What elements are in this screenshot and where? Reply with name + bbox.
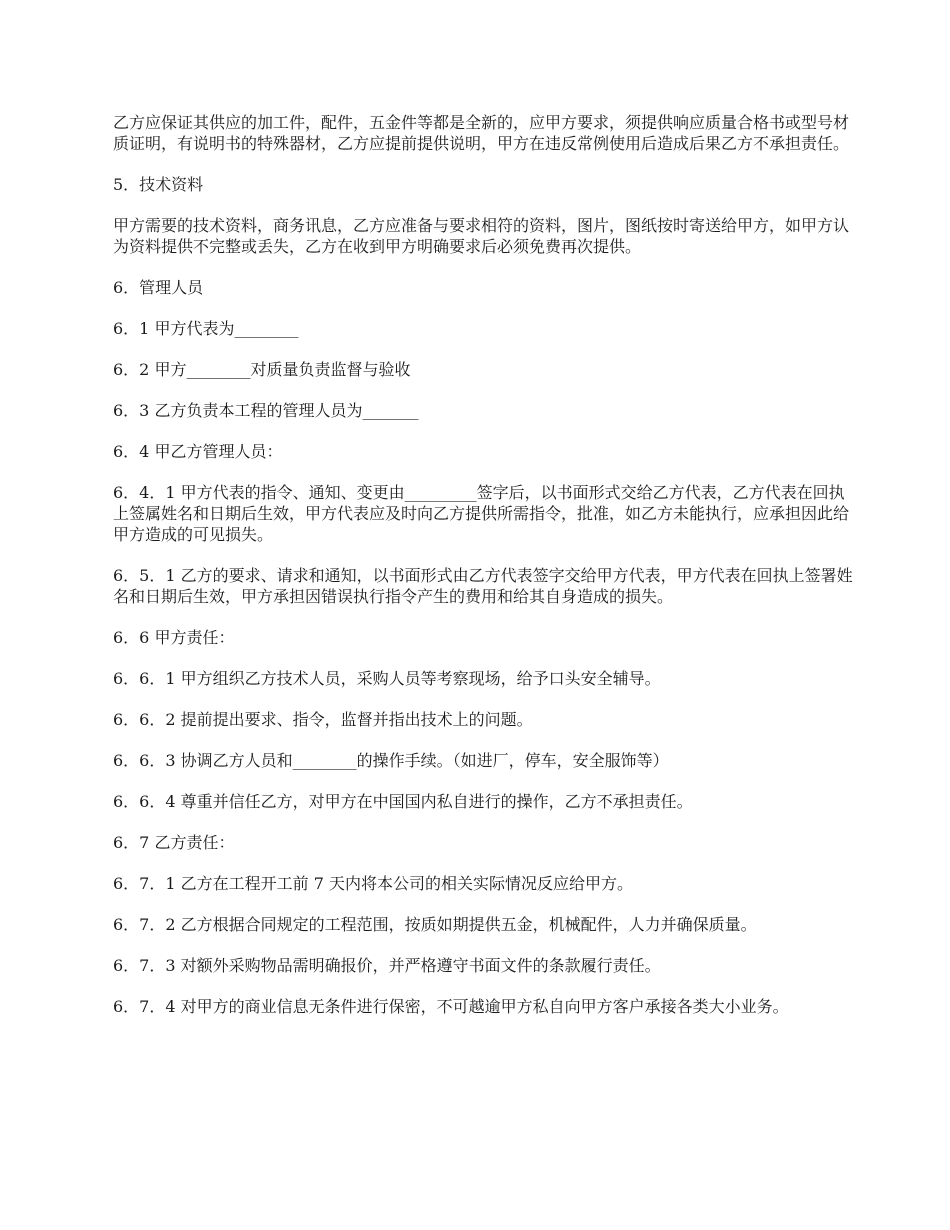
clause-6-7-1: 6．7．1 乙方在工程开工前 7 天内将本公司的相关实际情况反应给甲方。: [113, 874, 633, 893]
clause-6-4: 6．4 甲乙方管理人员：: [113, 442, 283, 461]
clause-6-6-2: 6．6．2 提前提出要求、指令，监督并指出技术上的问题。: [113, 710, 533, 729]
clause-6-2: 6．2 甲方________对质量负责监督与验收: [113, 360, 411, 379]
clause-6-6-4: 6．6．4 尊重并信任乙方，对甲方在中国国内私自进行的操作，乙方不承担责任。: [113, 792, 693, 811]
paragraph-quality-guarantee: 乙方应保证其供应的加工件，配件，五金件等都是全新的，应甲方要求，须提供响应质量合格书或型号材质证明，有说明书的特殊器材，乙方应提前提供说明，甲方在违反常例使用后造成后果乙方不承担责任。: [113, 113, 850, 153]
paragraph-technical-materials: 甲方需要的技术资料，商务讯息，乙方应准备与要求相符的资料，图片，图纸按时寄送给甲方，如甲方认为资料提供不完整或丢失，乙方在收到甲方明确要求后必须免费再次提供。: [113, 216, 850, 256]
clause-6-7-3: 6．7．3 对额外采购物品需明确报价，并严格遵守书面文件的条款履行责任。: [113, 956, 661, 975]
clause-6-6: 6．6 甲方责任：: [113, 628, 235, 647]
clause-6-6-3: 6．6．3 协调乙方人员和________的操作手续。（如进厂，停车，安全服饰等）: [113, 751, 669, 770]
clause-6-3: 6．3 乙方负责本工程的管理人员为_______: [113, 401, 419, 420]
clause-6-4-1: 6．4．1 甲方代表的指令、通知、变更由_________签字后，以书面形式交给乙方代表，乙方代表在回执上签属姓名和日期后生效，甲方代表应及时向乙方提供所需指令，批准，如乙方未能执行，应承担因此给甲方造成的可见损失。: [113, 483, 850, 544]
section-heading-management-personnel: 6．管理人员: [113, 278, 204, 297]
clause-6-6-1: 6．6．1 甲方组织乙方技术人员，采购人员等考察现场，给予口头安全辅导。: [113, 669, 661, 688]
section-heading-technical-materials: 5．技术资料: [113, 175, 204, 194]
clause-6-7-2: 6．7．2 乙方根据合同规定的工程范围，按质如期提供五金，机械配件，人力并确保质量。: [113, 915, 757, 934]
clause-6-5-1: 6．5．1 乙方的要求、请求和通知，以书面形式由乙方代表签字交给甲方代表，甲方代表在回执上签署姓名和日期后生效，甲方承担因错误执行指令产生的费用和给其自身造成的损失。: [113, 566, 853, 606]
document-body: [113, 112, 853, 1037]
clause-6-7-4: 6．7．4 对甲方的商业信息无条件进行保密，不可越逾甲方私自向甲方客户承接各类大小业务。: [113, 997, 789, 1016]
clause-6-7: 6．7 乙方责任：: [113, 833, 235, 852]
clause-6-1: 6．1 甲方代表为________: [113, 319, 299, 338]
